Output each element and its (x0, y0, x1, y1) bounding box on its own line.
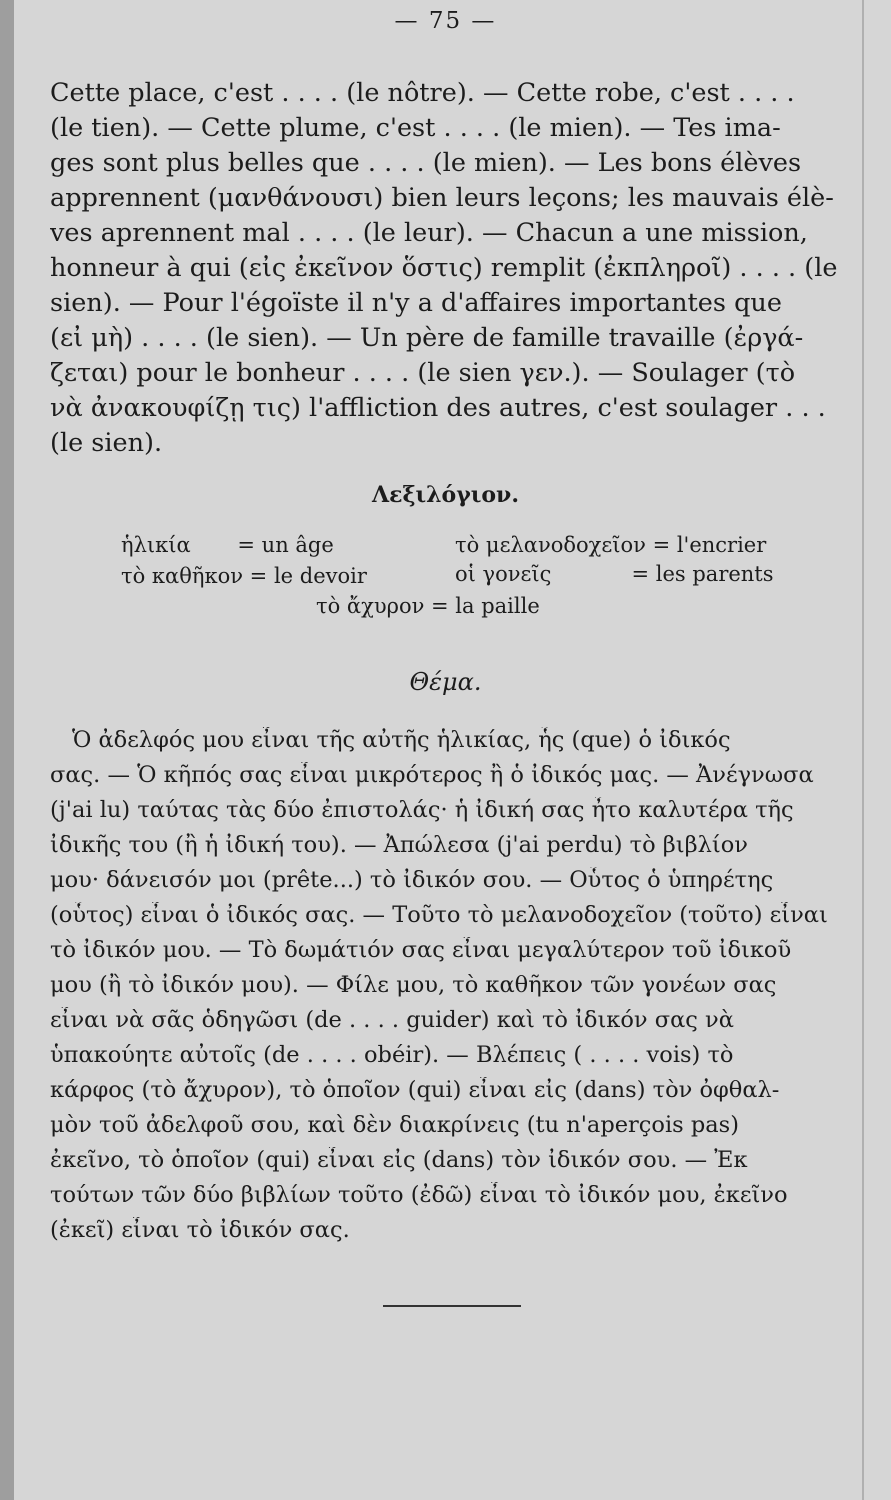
paragraph-line: νὰ ἀνακουφίζῃ τις) l'affliction des autres, c'est soulager . . . (50, 393, 826, 423)
vocab-entry: οἱ γονεῖς = les parents (455, 562, 774, 586)
paragraph-line: Cette place, c'est . . . . (le nôtre). — Cette robe, c'est . . . . (50, 78, 795, 108)
paragraph-line: apprennent (μανθάνουσι) bien leurs leçons; les mauvais élè- (50, 183, 834, 213)
vocab-entry: τὸ καθῆκον = le devoir (121, 564, 367, 588)
paragraph-line: sien). — Pour l'égoïste il n'y a d'affaires importantes que (50, 288, 782, 318)
paragraph-line: ὑπακούητε αὐτοῖς (de . . . . obéir). — Βλέπεις ( . . . . vois) τὸ (50, 1042, 734, 1068)
paragraph-line: ves aprennent mal . . . . (le leur). — Chacun a une mission, (50, 218, 808, 248)
paragraph-line: τούτων τῶν δύο βιβλίων τοῦτο (ἐδῶ) εἶναι τὸ ἰδικόν μου, ἐκεῖνο (50, 1182, 788, 1208)
paragraph-line: (j'ai lu) ταύτας τὰς δύο ἐπιστολάς· ἡ ἰδική σας ἦτο καλυτέρα τῆς (50, 797, 794, 823)
paragraph-line: ἐκεῖνο, τὸ ὁποῖον (qui) εἶναι εἰς (dans) τὸν ἰδικόν σου. — Ἐκ (50, 1147, 748, 1173)
vocab-entry: τὸ ἄχυρον = la paille (316, 594, 540, 618)
paragraph-line: (ἐκεῖ) εἶναι τὸ ἰδικόν σας. (50, 1217, 350, 1243)
paragraph-line: ζεται) pour le bonheur . . . . (le sien γεν.). — Soulager (τὸ (50, 358, 796, 388)
paragraph-line: (le sien). (50, 428, 163, 458)
paragraph-line: honneur à qui (εἰς ἐκεῖνον ὅστις) remplit (ἐκπληροῖ) . . . . (le (50, 253, 838, 283)
paragraph-line: ges sont plus belles que . . . . (le mien). — Les bons élèves (50, 148, 802, 178)
page-number: — 75 — (394, 8, 497, 34)
paragraph-line: μὸν τοῦ ἀδελφοῦ σου, καὶ δὲν διακρίνεις (tu n'aperçois pas) (50, 1112, 739, 1138)
paragraph-line: τὸ ἰδικόν μου. — Τὸ δωμάτιόν σας εἶναι μεγαλύτερον τοῦ ἰδικοῦ (50, 937, 792, 963)
page-edge-line (862, 0, 864, 1500)
paragraph-line: κάρφος (τὸ ἄχυρον), τὸ ὁποῖον (qui) εἶναι εἰς (dans) τὸν ὀφθαλ- (50, 1077, 780, 1103)
vocab-entry: ἡλικία = un âge (121, 533, 334, 557)
paragraph-line: εἶναι νὰ σᾶς ὁδηγῶσι (de . . . . guider) καὶ τὸ ἰδικόν σας νὰ (50, 1007, 734, 1033)
vocabulary-heading: Λεξιλόγιον. (372, 482, 519, 508)
end-rule (383, 1305, 521, 1307)
paragraph-line: (le tien). — Cette plume, c'est . . . . (le mien). — Tes ima- (50, 113, 781, 143)
paragraph-line: μου· δάνεισόν μοι (prête...) τὸ ἰδικόν σου. — Οὗτος ὁ ὑπηρέτης (50, 867, 774, 893)
paragraph-line: μου (ἢ τὸ ἰδικόν μου). — Φίλε μου, τὸ καθῆκον τῶν γονέων σας (50, 972, 777, 998)
paragraph-line: (οὗτος) εἶναι ὁ ἰδικός σας. — Τοῦτο τὸ μελανοδοχεῖον (τοῦτο) εἶναι (50, 902, 828, 928)
book-spine-shadow (0, 0, 14, 1500)
paragraph-line: ἰδικῆς του (ἢ ἡ ἰδική του). — Ἀπώλεσα (j'ai perdu) τὸ βιβλίον (50, 832, 748, 858)
vocab-entry: τὸ μελανοδοχεῖον = l'encrier (455, 533, 767, 557)
paragraph-line: σας. — Ὁ κῆπός σας εἶναι μικρότερος ἢ ὁ ἰδικός μας. — Ἀνέγνωσα (50, 762, 814, 788)
theme-heading: Θέμα. (409, 668, 482, 696)
paragraph-line: Ὁ ἀδελφός μου εἶναι τῆς αὐτῆς ἡλικίας, ἧς (que) ὁ ἰδικός (72, 727, 731, 753)
paragraph-line: (εἰ μὴ) . . . . (le sien). — Un père de famille travaille (ἐργά- (50, 323, 804, 353)
